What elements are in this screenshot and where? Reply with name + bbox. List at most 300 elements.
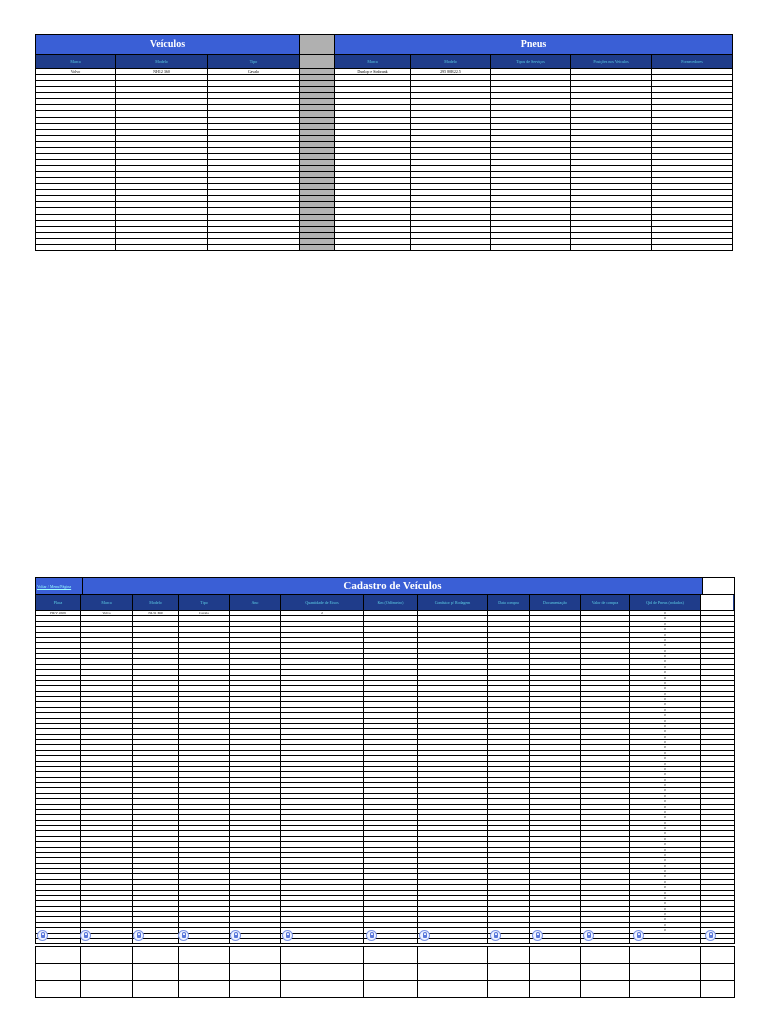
table-cell[interactable] — [281, 901, 364, 905]
table-cell[interactable] — [281, 783, 364, 787]
footer-cell[interactable] — [530, 981, 581, 997]
table-cell[interactable] — [418, 842, 488, 846]
table-cell[interactable]: 0 — [630, 864, 701, 868]
table-cell[interactable] — [179, 917, 230, 921]
table-cell[interactable] — [281, 616, 364, 620]
table-cell[interactable] — [530, 901, 581, 905]
table-cell[interactable] — [208, 178, 299, 183]
table-cell[interactable] — [418, 681, 488, 685]
footer-cell[interactable] — [81, 981, 133, 997]
table-cell[interactable] — [81, 842, 133, 846]
table-cell[interactable] — [701, 649, 733, 653]
table-cell[interactable] — [488, 901, 530, 905]
table-cell[interactable] — [133, 692, 179, 696]
table-cell[interactable] — [411, 130, 491, 135]
table-cell[interactable] — [116, 215, 208, 220]
table-cell[interactable] — [530, 751, 581, 755]
table-cell[interactable] — [36, 799, 81, 803]
table-cell[interactable] — [488, 864, 530, 868]
table-cell[interactable] — [230, 767, 281, 771]
table-cell[interactable] — [701, 643, 733, 647]
table-cell[interactable] — [133, 622, 179, 626]
lock-icon[interactable] — [230, 930, 241, 941]
table-cell[interactable] — [581, 885, 630, 889]
table-cell[interactable] — [488, 778, 530, 782]
table-cell[interactable] — [581, 810, 630, 814]
table-cell[interactable] — [411, 184, 491, 189]
table-cell[interactable] — [530, 821, 581, 825]
table-cell[interactable] — [581, 713, 630, 717]
table-cell[interactable] — [179, 654, 230, 658]
footer-cell[interactable] — [133, 964, 179, 980]
lock-icon[interactable] — [633, 930, 644, 941]
table-cell[interactable] — [179, 729, 230, 733]
table-cell[interactable] — [411, 233, 491, 238]
table-cell[interactable] — [701, 676, 733, 680]
footer-cell[interactable] — [36, 947, 81, 963]
table-cell[interactable] — [488, 896, 530, 900]
table-cell[interactable] — [116, 118, 208, 123]
table-cell[interactable] — [36, 627, 81, 631]
table-cell[interactable] — [36, 75, 116, 80]
table-cell[interactable] — [230, 923, 281, 927]
table-cell[interactable] — [281, 874, 364, 878]
table-cell[interactable] — [335, 75, 411, 80]
table-cell[interactable] — [335, 142, 411, 147]
table-cell[interactable] — [488, 611, 530, 615]
table-cell[interactable] — [208, 87, 299, 92]
table-cell[interactable] — [491, 160, 571, 165]
table-cell[interactable] — [179, 831, 230, 835]
table-cell[interactable] — [581, 783, 630, 787]
table-cell[interactable] — [36, 724, 81, 728]
table-cell[interactable]: 0 — [630, 842, 701, 846]
table-cell[interactable] — [488, 649, 530, 653]
table-cell[interactable] — [530, 638, 581, 642]
table-cell[interactable] — [701, 891, 733, 895]
table-cell[interactable] — [36, 196, 116, 201]
table-cell[interactable] — [133, 891, 179, 895]
table-cell[interactable] — [281, 891, 364, 895]
table-cell[interactable] — [701, 831, 733, 835]
table-cell[interactable] — [701, 794, 733, 798]
table-cell[interactable] — [581, 837, 630, 841]
table-cell[interactable] — [133, 643, 179, 647]
table-cell[interactable] — [281, 686, 364, 690]
table-cell[interactable] — [701, 740, 733, 744]
table-cell[interactable] — [133, 837, 179, 841]
table-cell[interactable]: 0 — [630, 719, 701, 723]
table-cell[interactable] — [133, 917, 179, 921]
table-cell[interactable] — [701, 799, 733, 803]
table-cell[interactable] — [364, 901, 418, 905]
table-cell[interactable] — [411, 154, 491, 159]
table-cell[interactable]: 0 — [630, 788, 701, 792]
table-cell[interactable] — [81, 891, 133, 895]
table-cell[interactable]: 0 — [630, 622, 701, 626]
table-cell[interactable] — [488, 815, 530, 819]
table-cell[interactable] — [364, 815, 418, 819]
table-cell[interactable] — [701, 708, 733, 712]
table-cell[interactable] — [530, 874, 581, 878]
table-cell[interactable] — [36, 697, 81, 701]
table-cell[interactable] — [335, 160, 411, 165]
table-cell[interactable] — [530, 799, 581, 803]
table-cell[interactable] — [581, 670, 630, 674]
table-cell[interactable] — [36, 208, 116, 213]
table-cell[interactable] — [208, 81, 299, 86]
table-cell[interactable] — [208, 215, 299, 220]
footer-cell[interactable] — [418, 981, 488, 997]
table-cell[interactable] — [364, 751, 418, 755]
table-cell[interactable] — [281, 907, 364, 911]
table-cell[interactable] — [571, 75, 652, 80]
table-cell[interactable] — [418, 821, 488, 825]
table-cell[interactable] — [281, 917, 364, 921]
table-cell[interactable] — [179, 907, 230, 911]
menu-link[interactable]: Voltar / Menu/Página — [36, 578, 83, 594]
table-cell[interactable] — [36, 923, 81, 927]
table-cell[interactable] — [36, 740, 81, 744]
table-cell[interactable] — [652, 69, 732, 74]
table-cell[interactable] — [701, 874, 733, 878]
table-cell[interactable] — [418, 622, 488, 626]
footer-cell[interactable] — [133, 947, 179, 963]
table-cell[interactable] — [335, 93, 411, 98]
table-cell[interactable] — [36, 745, 81, 749]
table-cell[interactable] — [116, 105, 208, 110]
footer-cell[interactable] — [530, 964, 581, 980]
table-cell[interactable] — [179, 627, 230, 631]
table-cell[interactable] — [488, 891, 530, 895]
table-cell[interactable] — [36, 686, 81, 690]
lock-icon[interactable] — [583, 930, 594, 941]
table-cell[interactable] — [488, 670, 530, 674]
table-cell[interactable] — [281, 805, 364, 809]
table-cell[interactable] — [491, 154, 571, 159]
table-cell[interactable] — [81, 858, 133, 862]
table-cell[interactable] — [571, 81, 652, 86]
table-cell[interactable] — [530, 713, 581, 717]
lock-icon[interactable] — [490, 930, 501, 941]
table-cell[interactable] — [364, 842, 418, 846]
table-cell[interactable] — [335, 245, 411, 250]
table-cell[interactable] — [335, 105, 411, 110]
table-cell[interactable] — [133, 821, 179, 825]
table-cell[interactable] — [81, 670, 133, 674]
table-cell[interactable] — [530, 622, 581, 626]
table-cell[interactable] — [530, 853, 581, 857]
footer-cell[interactable] — [630, 981, 701, 997]
table-cell[interactable] — [418, 686, 488, 690]
table-cell[interactable] — [364, 783, 418, 787]
table-cell[interactable] — [230, 627, 281, 631]
table-cell[interactable] — [491, 105, 571, 110]
table-cell[interactable] — [571, 148, 652, 153]
table-cell[interactable] — [581, 729, 630, 733]
table-cell[interactable] — [530, 762, 581, 766]
table-cell[interactable] — [208, 75, 299, 80]
table-cell[interactable] — [281, 713, 364, 717]
table-cell[interactable] — [208, 160, 299, 165]
table-cell[interactable] — [230, 788, 281, 792]
table-cell[interactable] — [36, 215, 116, 220]
table-cell[interactable] — [491, 221, 571, 226]
table-cell[interactable] — [488, 665, 530, 669]
table-cell[interactable] — [530, 858, 581, 862]
table-cell[interactable] — [491, 111, 571, 116]
table-cell[interactable] — [581, 649, 630, 653]
table-cell[interactable] — [488, 654, 530, 658]
table-cell[interactable] — [364, 686, 418, 690]
table-cell[interactable] — [81, 762, 133, 766]
table-cell[interactable] — [488, 638, 530, 642]
table-cell[interactable] — [116, 221, 208, 226]
table-cell[interactable] — [418, 788, 488, 792]
table-cell[interactable] — [491, 196, 571, 201]
table-cell[interactable] — [281, 842, 364, 846]
table-cell[interactable] — [652, 221, 732, 226]
table-cell[interactable] — [364, 874, 418, 878]
table-cell[interactable] — [418, 735, 488, 739]
table-cell[interactable] — [36, 729, 81, 733]
table-cell[interactable] — [530, 686, 581, 690]
table-cell[interactable] — [133, 633, 179, 637]
table-cell[interactable] — [581, 869, 630, 873]
table-cell[interactable] — [281, 665, 364, 669]
table-cell[interactable] — [230, 702, 281, 706]
table-cell[interactable] — [701, 751, 733, 755]
table-cell[interactable] — [701, 692, 733, 696]
footer-cell[interactable] — [364, 981, 418, 997]
table-cell[interactable] — [281, 923, 364, 927]
table-cell[interactable] — [116, 130, 208, 135]
table-cell[interactable] — [364, 611, 418, 615]
table-cell[interactable] — [36, 136, 116, 141]
table-cell[interactable] — [81, 772, 133, 776]
table-cell[interactable] — [208, 111, 299, 116]
table-cell[interactable] — [411, 190, 491, 195]
table-cell[interactable] — [701, 697, 733, 701]
table-cell[interactable] — [281, 869, 364, 873]
table-cell[interactable] — [701, 670, 733, 674]
table-cell[interactable] — [281, 633, 364, 637]
table-cell[interactable] — [133, 912, 179, 916]
table-cell[interactable] — [701, 917, 733, 921]
table-cell[interactable] — [418, 692, 488, 696]
table-cell[interactable] — [281, 815, 364, 819]
table-cell[interactable] — [530, 692, 581, 696]
table-cell[interactable] — [81, 676, 133, 680]
table-cell[interactable] — [581, 778, 630, 782]
table-cell[interactable] — [230, 633, 281, 637]
table-cell[interactable] — [36, 130, 116, 135]
table-cell[interactable] — [335, 233, 411, 238]
table-cell[interactable] — [364, 853, 418, 857]
table-cell[interactable] — [179, 735, 230, 739]
table-cell[interactable] — [571, 196, 652, 201]
table-cell[interactable] — [133, 638, 179, 642]
table-cell[interactable] — [418, 729, 488, 733]
table-cell[interactable] — [335, 87, 411, 92]
table-cell[interactable] — [530, 643, 581, 647]
table-cell[interactable] — [81, 740, 133, 744]
table-cell[interactable] — [335, 227, 411, 232]
table-cell[interactable]: 0 — [630, 643, 701, 647]
table-cell[interactable] — [652, 190, 732, 195]
table-cell[interactable] — [36, 142, 116, 147]
table-cell[interactable] — [411, 124, 491, 129]
table-cell[interactable] — [81, 756, 133, 760]
table-cell[interactable] — [701, 853, 733, 857]
table-cell[interactable] — [133, 686, 179, 690]
table-cell[interactable] — [179, 670, 230, 674]
table-cell[interactable] — [116, 208, 208, 213]
table-cell[interactable] — [179, 848, 230, 852]
table-cell[interactable] — [133, 885, 179, 889]
table-cell[interactable] — [491, 202, 571, 207]
table-cell[interactable] — [364, 896, 418, 900]
table-cell[interactable] — [81, 885, 133, 889]
table-cell[interactable] — [364, 654, 418, 658]
table-cell[interactable] — [411, 160, 491, 165]
table-cell[interactable] — [179, 805, 230, 809]
table-cell[interactable] — [281, 858, 364, 862]
table-cell[interactable] — [418, 611, 488, 615]
table-cell[interactable] — [364, 907, 418, 911]
footer-cell[interactable] — [364, 964, 418, 980]
table-cell[interactable] — [81, 649, 133, 653]
table-cell[interactable] — [116, 148, 208, 153]
table-cell[interactable] — [418, 810, 488, 814]
table-cell[interactable] — [418, 702, 488, 706]
table-cell[interactable] — [133, 616, 179, 620]
table-cell[interactable] — [701, 826, 733, 830]
table-cell[interactable] — [230, 713, 281, 717]
table-cell[interactable]: 0 — [630, 874, 701, 878]
table-cell[interactable] — [208, 196, 299, 201]
table-cell[interactable] — [281, 778, 364, 782]
table-cell[interactable] — [701, 681, 733, 685]
table-cell[interactable] — [81, 638, 133, 642]
table-cell[interactable] — [281, 643, 364, 647]
table-cell[interactable] — [133, 756, 179, 760]
table-cell[interactable] — [36, 665, 81, 669]
table-cell[interactable] — [36, 783, 81, 787]
table-cell[interactable]: 0 — [630, 772, 701, 776]
table-cell[interactable] — [208, 166, 299, 171]
table-cell[interactable] — [230, 837, 281, 841]
table-cell[interactable] — [530, 659, 581, 663]
table-cell[interactable] — [179, 858, 230, 862]
table-cell[interactable] — [571, 99, 652, 104]
table-cell[interactable] — [571, 87, 652, 92]
table-cell[interactable] — [701, 848, 733, 852]
table-cell[interactable] — [418, 751, 488, 755]
table-cell[interactable] — [208, 130, 299, 135]
table-cell[interactable] — [36, 148, 116, 153]
table-cell[interactable] — [281, 810, 364, 814]
table-cell[interactable] — [208, 221, 299, 226]
table-cell[interactable] — [335, 118, 411, 123]
table-cell[interactable] — [364, 622, 418, 626]
table-cell[interactable] — [116, 178, 208, 183]
table-cell[interactable] — [230, 686, 281, 690]
table-cell[interactable] — [36, 190, 116, 195]
table-cell[interactable] — [364, 713, 418, 717]
table-cell[interactable] — [418, 643, 488, 647]
table-cell[interactable] — [133, 783, 179, 787]
table-cell[interactable] — [411, 118, 491, 123]
table-cell[interactable] — [179, 788, 230, 792]
table-cell[interactable] — [81, 810, 133, 814]
table-cell[interactable] — [230, 670, 281, 674]
table-cell[interactable] — [208, 172, 299, 177]
table-cell[interactable] — [488, 708, 530, 712]
footer-cell[interactable] — [230, 964, 281, 980]
table-cell[interactable] — [81, 901, 133, 905]
table-cell[interactable] — [364, 702, 418, 706]
table-cell[interactable] — [133, 869, 179, 873]
lock-icon[interactable] — [133, 930, 144, 941]
table-cell[interactable] — [581, 702, 630, 706]
table-cell[interactable] — [133, 702, 179, 706]
table-cell[interactable] — [281, 853, 364, 857]
table-cell[interactable] — [364, 772, 418, 776]
table-cell[interactable] — [133, 627, 179, 631]
table-cell[interactable] — [488, 659, 530, 663]
table-cell[interactable] — [411, 111, 491, 116]
table-cell[interactable] — [179, 708, 230, 712]
table-cell[interactable] — [411, 99, 491, 104]
table-cell[interactable] — [581, 912, 630, 916]
table-cell[interactable] — [530, 740, 581, 744]
table-cell[interactable] — [364, 633, 418, 637]
table-cell[interactable] — [133, 788, 179, 792]
table-cell[interactable] — [418, 874, 488, 878]
table-cell[interactable] — [179, 783, 230, 787]
table-cell[interactable]: 0 — [630, 697, 701, 701]
table-cell[interactable] — [581, 815, 630, 819]
table-cell[interactable]: Volvo — [81, 611, 133, 615]
lock-icon[interactable] — [419, 930, 430, 941]
table-cell[interactable] — [701, 821, 733, 825]
table-cell[interactable] — [530, 665, 581, 669]
table-cell[interactable] — [652, 196, 732, 201]
table-cell[interactable] — [133, 799, 179, 803]
table-cell[interactable] — [230, 735, 281, 739]
table-cell[interactable] — [335, 196, 411, 201]
table-cell[interactable] — [81, 783, 133, 787]
table-cell[interactable] — [36, 99, 116, 104]
table-cell[interactable] — [335, 81, 411, 86]
table-cell[interactable] — [418, 891, 488, 895]
table-cell[interactable] — [208, 118, 299, 123]
table-cell[interactable] — [364, 697, 418, 701]
table-cell[interactable]: 0 — [630, 724, 701, 728]
table-cell[interactable] — [364, 692, 418, 696]
table-cell[interactable] — [36, 917, 81, 921]
table-cell[interactable] — [418, 767, 488, 771]
table-cell[interactable] — [701, 654, 733, 658]
table-cell[interactable] — [281, 681, 364, 685]
table-cell[interactable] — [230, 692, 281, 696]
table-cell[interactable] — [335, 221, 411, 226]
table-cell[interactable] — [133, 874, 179, 878]
table-cell[interactable] — [581, 896, 630, 900]
table-cell[interactable] — [36, 794, 81, 798]
table-cell[interactable] — [488, 713, 530, 717]
